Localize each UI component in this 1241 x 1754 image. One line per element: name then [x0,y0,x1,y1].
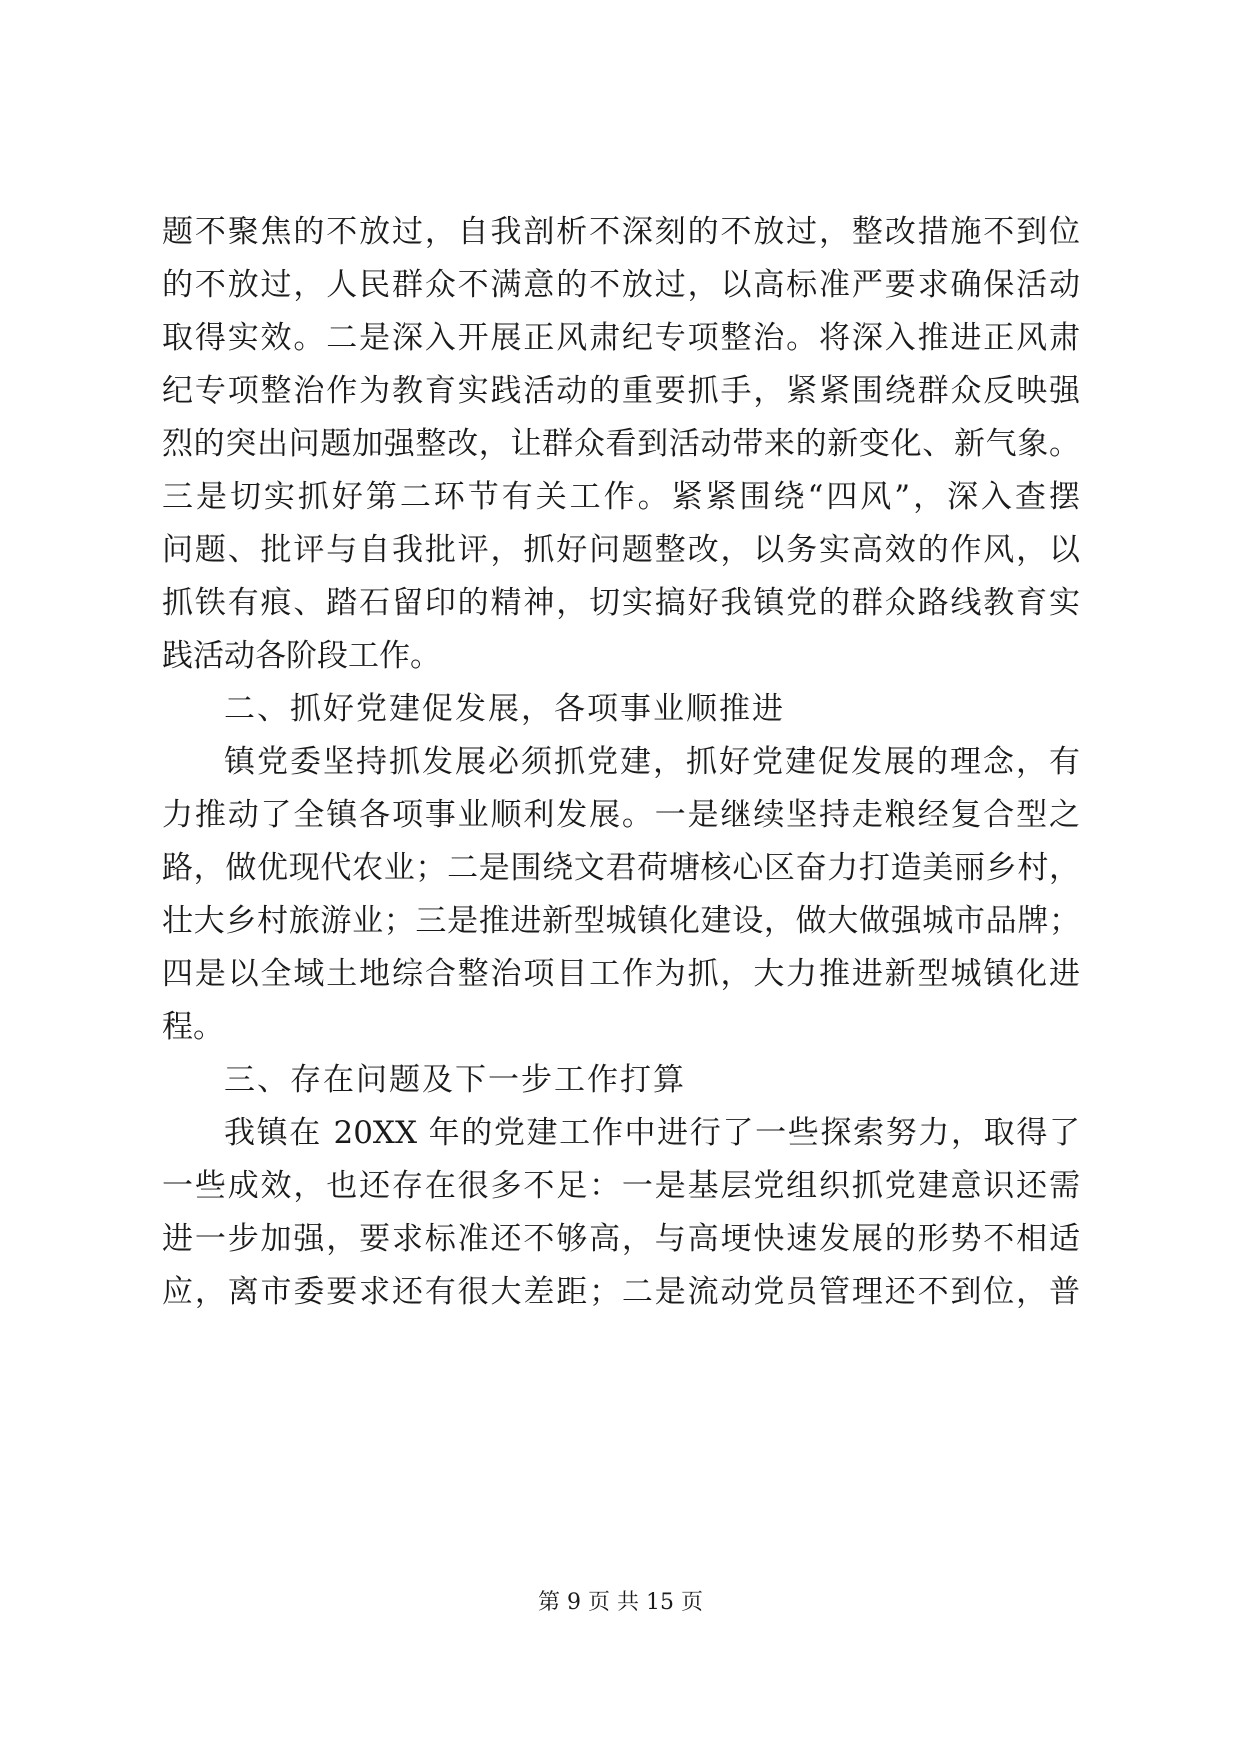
paragraph-1-line-2: 的不放过，人民群众不满意的不放过，以高标准严要求确保活动 [162,267,1080,303]
paragraph-2-line-6: 程。 [162,1009,224,1045]
paragraph-2-line-2: 力推动了全镇各项事业顺利发展。一是继续坚持走粮经复合型之 [162,797,1080,833]
paragraph-1-line-6: 三是切实抓好第二环节有关工作。紧紧围绕“四风”，深入查摆 [162,479,1080,515]
paragraph-2-line-4: 壮大乡村旅游业；三是推进新型城镇化建设，做大做强城市品牌； [162,903,1080,939]
paragraph-1-line-4: 纪专项整治作为教育实践活动的重要抓手，紧紧围绕群众反映强 [162,373,1080,409]
paragraph-1-line-9: 践活动各阶段工作。 [162,638,441,674]
section-heading-2: 二、抓好党建促发展，各项事业顺推进 [224,691,785,727]
paragraph-1-line-1: 题不聚焦的不放过，自我剖析不深刻的不放过，整改措施不到位 [162,214,1080,250]
paragraph-2-line-1: 镇党委坚持抓发展必须抓党建，抓好党建促发展的理念，有 [224,744,1080,780]
paragraph-1-line-8: 抓铁有痕、踏石留印的精神，切实搞好我镇党的群众路线教育实 [162,585,1080,621]
paragraph-1-line-5: 烈的突出问题加强整改，让群众看到活动带来的新变化、新气象。 [162,426,1080,462]
paragraph-3-line-2: 一些成效，也还存在很多不足：一是基层党组织抓党建意识还需 [162,1168,1080,1204]
page-number-footer: 第 9 页 共 15 页 [538,1590,703,1615]
paragraph-3-line-4: 应，离市委要求还有很大差距；二是流动党员管理还不到位，普 [162,1274,1080,1310]
paragraph-3-line-1: 我镇在 20XX 年的党建工作中进行了一些探索努力，取得了 [224,1115,1080,1151]
paragraph-3-line-3: 进一步加强，要求标准还不够高，与高埂快速发展的形势不相适 [162,1221,1080,1257]
paragraph-2-line-5: 四是以全域土地综合整治项目工作为抓，大力推进新型城镇化进 [162,956,1080,992]
section-heading-3: 三、存在问题及下一步工作打算 [224,1062,686,1098]
paragraph-1-line-3: 取得实效。二是深入开展正风肃纪专项整治。将深入推进正风肃 [162,320,1080,356]
paragraph-1-line-7: 问题、批评与自我批评，抓好问题整改，以务实高效的作风，以 [162,532,1080,568]
paragraph-2-line-3: 路，做优现代农业；二是围绕文君荷塘核心区奋力打造美丽乡村， [162,850,1080,886]
